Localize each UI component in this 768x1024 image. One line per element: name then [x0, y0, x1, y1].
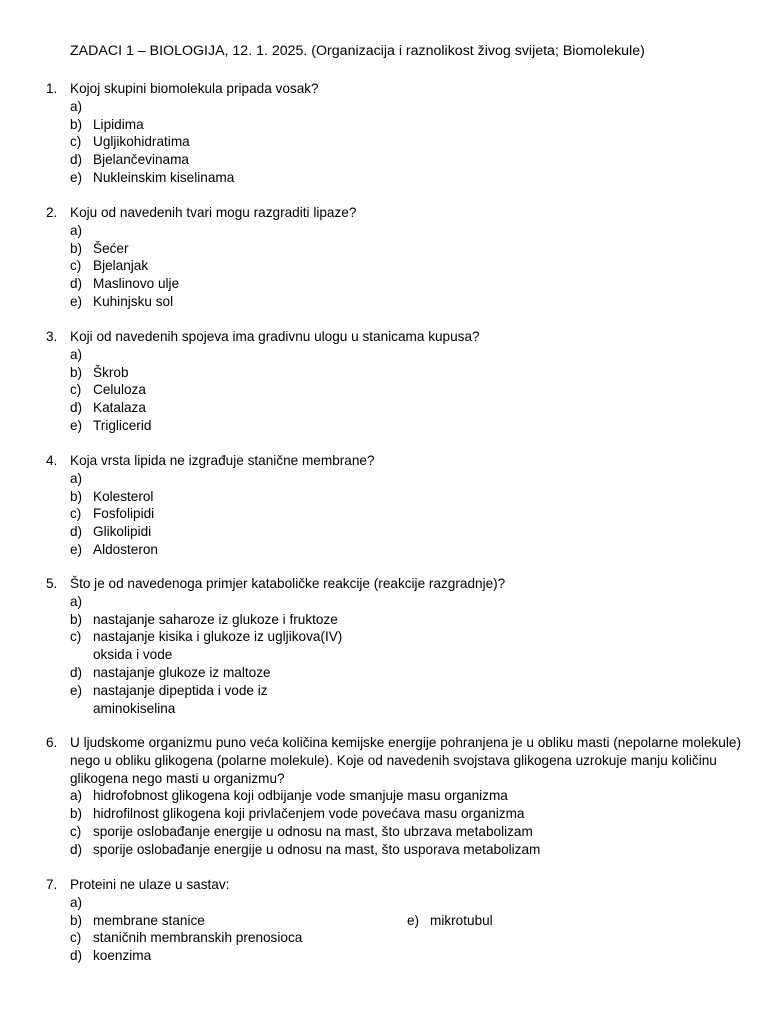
- option-text: mikrotubul: [430, 912, 493, 928]
- answer-option-d: [70, 399, 746, 417]
- answer-option-d: [70, 664, 380, 682]
- option-text: Lipidima: [93, 116, 144, 132]
- answer-option-a: [70, 894, 746, 912]
- option-text: Aldosteron: [93, 541, 158, 557]
- option-letter: a): [70, 98, 83, 114]
- question-number: 4.: [46, 453, 58, 468]
- option-text: hidrofobnost glikogena koji odbijanje vode smanjuje masu organizma: [93, 788, 508, 804]
- answer-option-c: [70, 628, 380, 664]
- question-text: Koja vrsta lipida ne izgrađuje stanične membrane?: [70, 453, 375, 468]
- answer-option-c: [70, 823, 746, 841]
- option-letter: e): [70, 293, 83, 309]
- answer-option-d: [70, 151, 746, 169]
- answer-option-b: [70, 240, 746, 258]
- answer-option-e: [70, 682, 293, 718]
- option-text: Maslinovo ulje: [93, 276, 180, 292]
- answer-option-a: [70, 470, 746, 488]
- answer-options: [46, 346, 746, 435]
- answer-option-d: [70, 275, 746, 293]
- answer-option-d: [70, 947, 746, 965]
- answer-option-d: [70, 523, 746, 541]
- option-text: Kolesterol: [93, 488, 154, 504]
- option-text: sporije oslobađanje energije u odnosu na mast, što ubrzava metabolizam: [93, 823, 533, 839]
- answer-option-e: [70, 541, 746, 559]
- option-letter: b): [70, 116, 83, 132]
- option-letter: c): [70, 629, 82, 645]
- option-text: Fosfolipidi: [93, 506, 155, 522]
- option-letter: b): [70, 912, 83, 928]
- option-letter: b): [70, 240, 83, 256]
- option-letter: d): [70, 841, 83, 857]
- answer-option-c: [70, 505, 746, 523]
- page-title: ZADACI 1 – BIOLOGIJA, 12. 1. 2025. (Organizacija i raznolikost živog svijeta; Biomolekule): [70, 43, 645, 59]
- question-4: [46, 452, 746, 559]
- option-letter: c): [70, 930, 82, 946]
- option-letter: d): [70, 152, 83, 168]
- option-letter: e): [70, 417, 83, 433]
- option-text: nastajanje saharoze iz glukoze i fruktoze: [93, 611, 338, 627]
- answer-option-c: [70, 133, 746, 151]
- option-text: Glikolipidi: [93, 524, 152, 540]
- option-letter: a): [70, 894, 83, 910]
- option-letter: e): [70, 541, 83, 557]
- option-letter: d): [70, 524, 83, 540]
- question-number: 1.: [46, 81, 58, 96]
- answer-option-a: [70, 787, 746, 805]
- answer-options: [46, 470, 746, 559]
- answer-option-a: [70, 222, 746, 240]
- question-text: Koju od navedenih tvari mogu razgraditi lipaze?: [70, 205, 357, 220]
- answer-option-d: [70, 841, 746, 859]
- answer-options: [46, 98, 746, 187]
- answer-option-e: [70, 293, 746, 311]
- option-letter: a): [70, 346, 83, 362]
- option-text: Nukleinskim kiselinama: [93, 169, 235, 185]
- option-letter: d): [70, 276, 83, 292]
- question-2: [46, 204, 746, 311]
- answer-options: [46, 894, 746, 965]
- option-letter: d): [70, 948, 83, 964]
- answer-option-b: [70, 364, 746, 382]
- option-letter: e): [70, 682, 83, 698]
- option-letter: e): [70, 169, 83, 185]
- option-letter: a): [70, 222, 83, 238]
- option-text: nastajanje dipeptida i vode iz aminokiselina: [93, 682, 268, 716]
- option-text: koenzima: [93, 948, 152, 964]
- question-text: Koji od navedenih spojeva ima gradivnu ulogu u stanicama kupusa?: [70, 329, 480, 344]
- question-number: 2.: [46, 205, 58, 220]
- option-letter: b): [70, 806, 83, 822]
- answer-option-e: [70, 169, 746, 187]
- option-letter: d): [70, 664, 83, 680]
- answer-option-e: [407, 912, 493, 930]
- question-number: 5.: [46, 576, 58, 591]
- question-6: [46, 734, 746, 859]
- question-number: 3.: [46, 329, 58, 344]
- answer-option-b: [70, 116, 746, 134]
- question-7: [46, 876, 746, 965]
- question-header: [46, 734, 746, 787]
- answer-option-c: [70, 929, 746, 947]
- answer-option-a: [70, 346, 746, 364]
- question-header: [46, 575, 746, 593]
- question-header: [46, 452, 746, 470]
- answer-option-e: [70, 417, 746, 435]
- question-3: [46, 328, 746, 435]
- option-text: Katalaza: [93, 400, 146, 416]
- option-text: hidrofilnost glikogena koji privlačenjem vode povećava masu organizma: [93, 806, 525, 822]
- question-number: 6.: [46, 735, 58, 750]
- answer-option-b: [70, 912, 746, 930]
- option-text: staničnih membranskih prenosioca: [93, 930, 303, 946]
- answer-options: [46, 593, 380, 718]
- option-letter: b): [70, 364, 83, 380]
- option-letter: a): [70, 788, 83, 804]
- answer-option-a: [70, 593, 380, 611]
- question-header: [46, 204, 746, 222]
- option-letter: a): [70, 470, 83, 486]
- answer-option-b: [70, 488, 746, 506]
- question-header: [46, 328, 746, 346]
- option-text: nastajanje glukoze iz maltoze: [93, 664, 271, 680]
- answer-option-b: [70, 611, 380, 629]
- answer-option-c: [70, 257, 746, 275]
- option-text: Šećer: [93, 240, 129, 256]
- question-text: Što je od navedenoga primjer kataboličke reakcije (reakcije razgradnje)?: [70, 576, 506, 591]
- option-text: Bjelanjak: [93, 258, 149, 274]
- option-letter: a): [70, 593, 83, 609]
- option-letter: b): [70, 488, 83, 504]
- option-text: Kuhinjsku sol: [93, 293, 174, 309]
- option-text: Škrob: [93, 364, 129, 380]
- option-letter: c): [70, 134, 82, 150]
- question-5: [46, 575, 746, 717]
- answer-options: [46, 222, 746, 311]
- question-header: [46, 80, 746, 98]
- option-text: Triglicerid: [93, 417, 152, 433]
- question-text: U ljudskome organizmu puno veća količina kemijske energije pohranjena je u obliku masti (nepolarne molekule) nego u obliku glikogena (polarne molekule). Koje od navedenih svojstava glikogena uzrokuje manju količinu glikogena nego masti u organizmu?: [70, 735, 741, 786]
- question-header: [46, 876, 746, 894]
- option-text: membrane stanice: [93, 912, 205, 928]
- answer-option-b: [70, 805, 746, 823]
- option-letter: d): [70, 400, 83, 416]
- option-letter: e): [407, 912, 420, 928]
- question-text: Kojoj skupini biomolekula pripada vosak?: [70, 81, 319, 96]
- option-letter: c): [70, 506, 82, 522]
- option-letter: b): [70, 611, 83, 627]
- option-letter: c): [70, 258, 82, 274]
- answer-options: [46, 787, 746, 858]
- option-text: Celuloza: [93, 382, 146, 398]
- option-text: sporije oslobađanje energije u odnosu na mast, što usporava metabolizam: [93, 841, 541, 857]
- answer-option-c: [70, 381, 746, 399]
- option-text: Bjelančevinama: [93, 152, 189, 168]
- option-letter: c): [70, 823, 82, 839]
- answer-option-a: [70, 98, 746, 116]
- question-1: [46, 80, 746, 187]
- option-letter: c): [70, 382, 82, 398]
- question-number: 7.: [46, 877, 58, 892]
- option-text: Ugljikohidratima: [93, 134, 190, 150]
- option-text: nastajanje kisika i glukoze iz ugljikova(IV) oksida i vode: [93, 629, 343, 663]
- question-text: Proteini ne ulaze u sastav:: [70, 877, 230, 892]
